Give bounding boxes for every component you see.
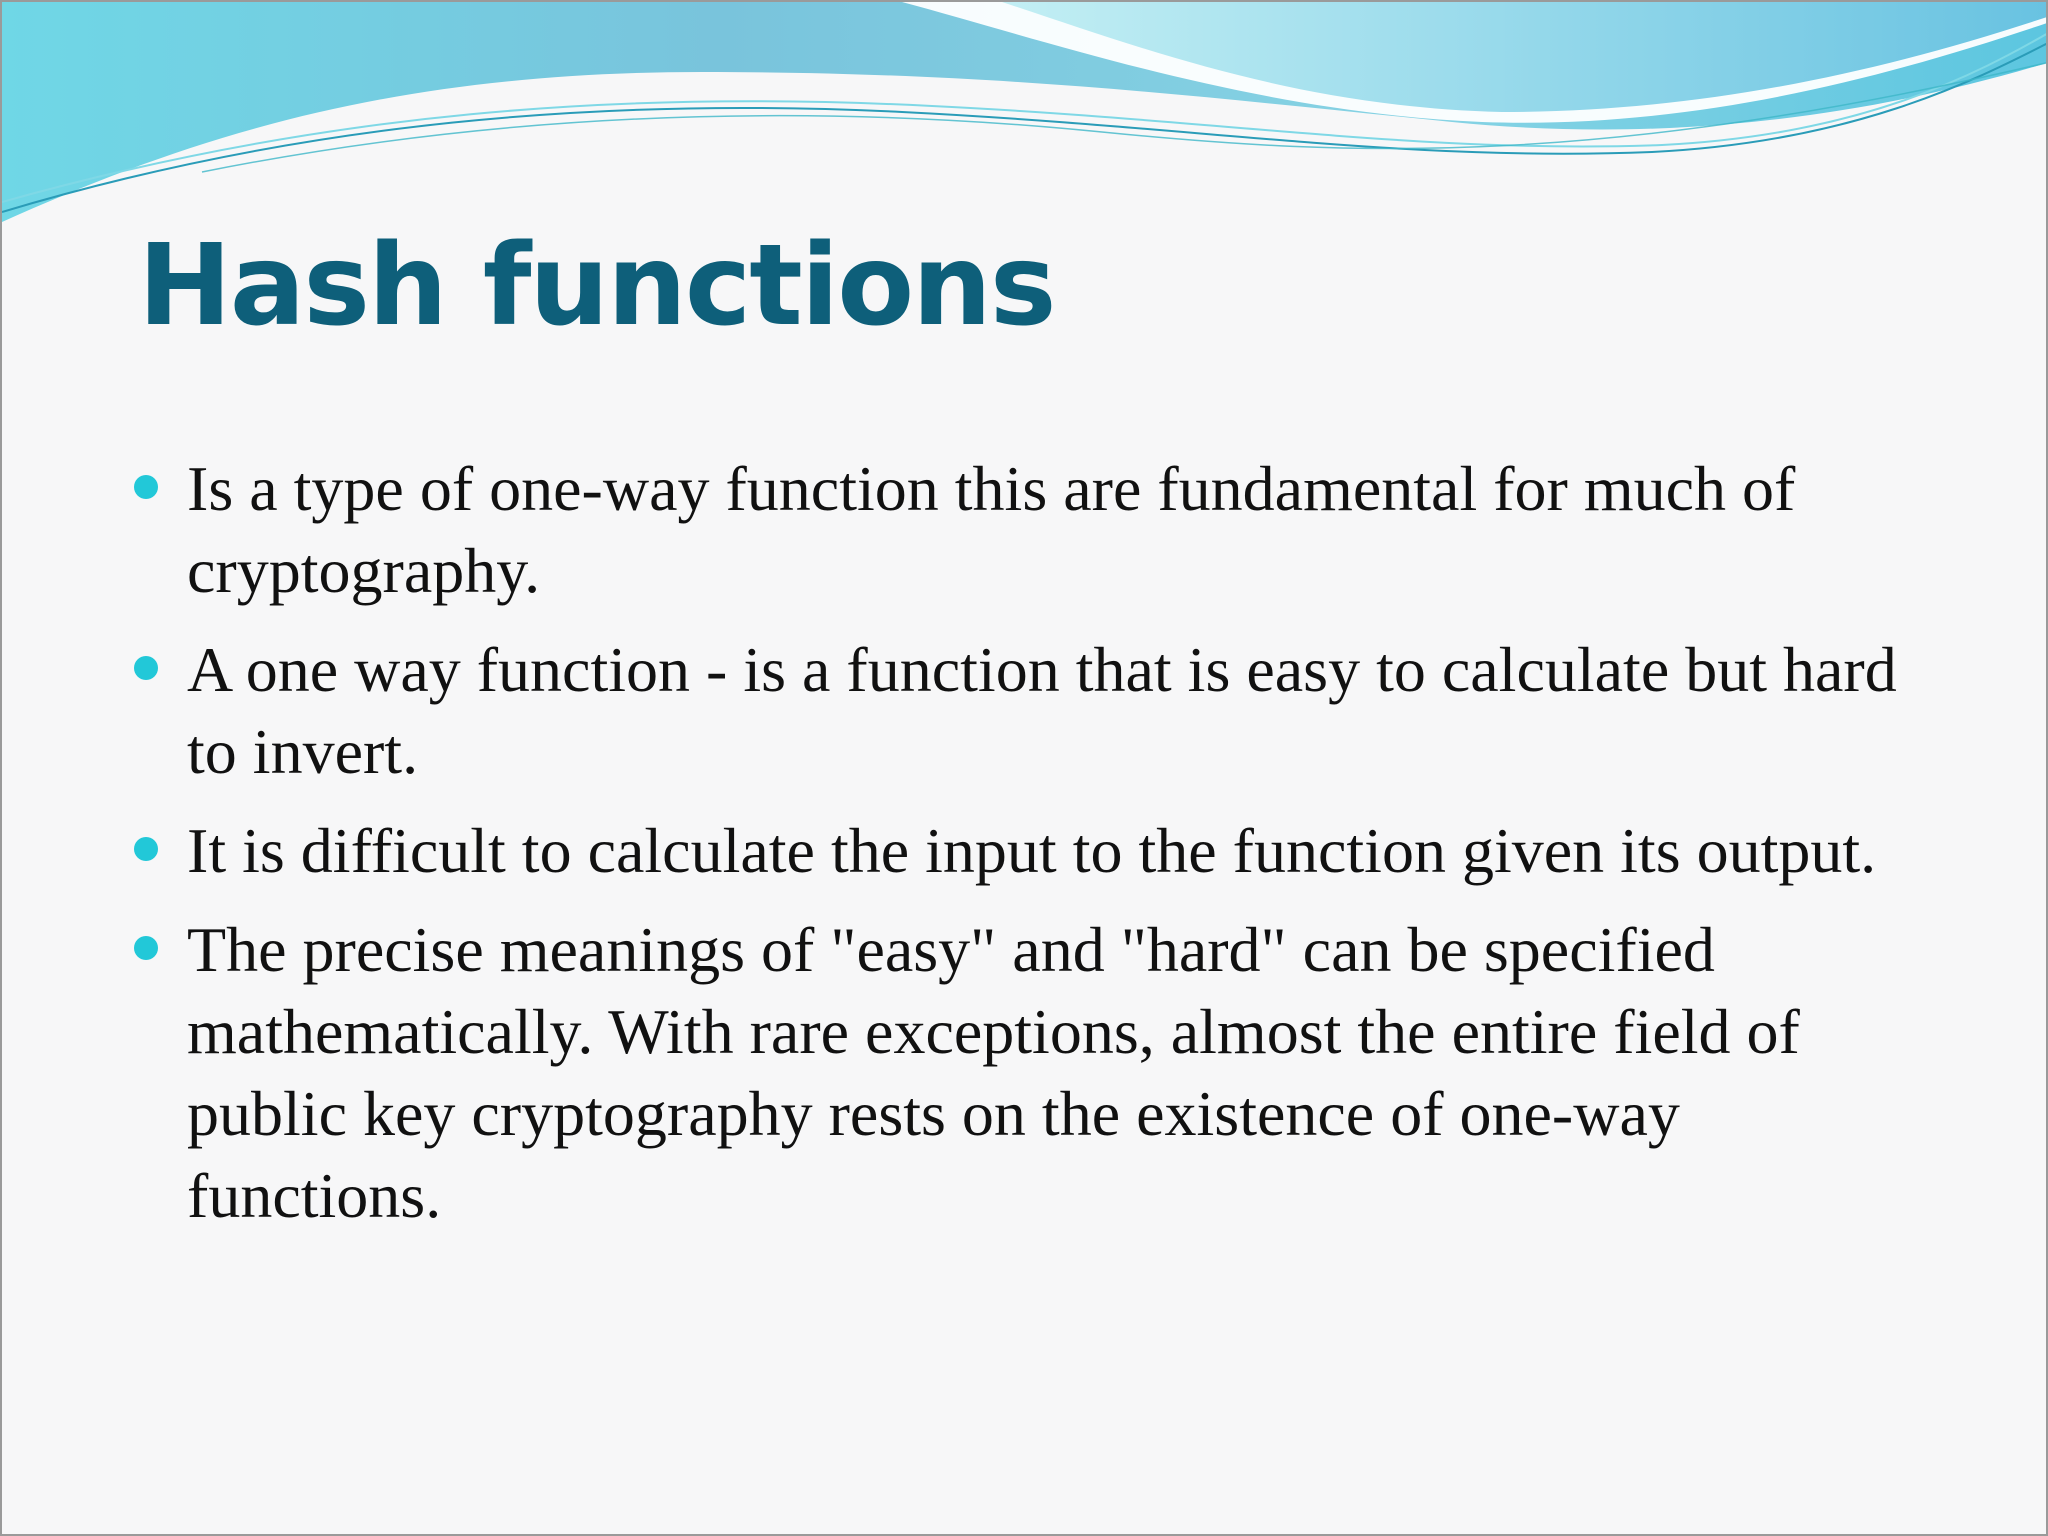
bullet-item [130, 810, 1920, 892]
bullet-text: The precise meanings of "easy" and "hard" can be specified mathematically. With rare exceptions, almost the entire field of public key cryptography rests on the existence of one-way functions. [187, 914, 1800, 1231]
bullet-item [130, 448, 1920, 612]
bullet-dot-icon [134, 656, 158, 680]
bullet-dot-icon [134, 475, 158, 499]
bullet-dot-icon [134, 837, 158, 861]
slide-title: Hash functions [138, 221, 1055, 351]
bullet-text: It is difficult to calculate the input to the function given its output. [187, 815, 1877, 886]
bullet-dot-icon [134, 936, 158, 960]
bullet-item [130, 629, 1920, 793]
bullet-item [130, 909, 1920, 1237]
bullet-text: Is a type of one-way function this are fundamental for much of cryptography. [187, 453, 1796, 606]
bullet-list [130, 448, 1920, 1254]
decorative-wave-header [2, 2, 2048, 242]
bullet-text: A one way function - is a function that is easy to calculate but hard to invert. [187, 634, 1897, 787]
